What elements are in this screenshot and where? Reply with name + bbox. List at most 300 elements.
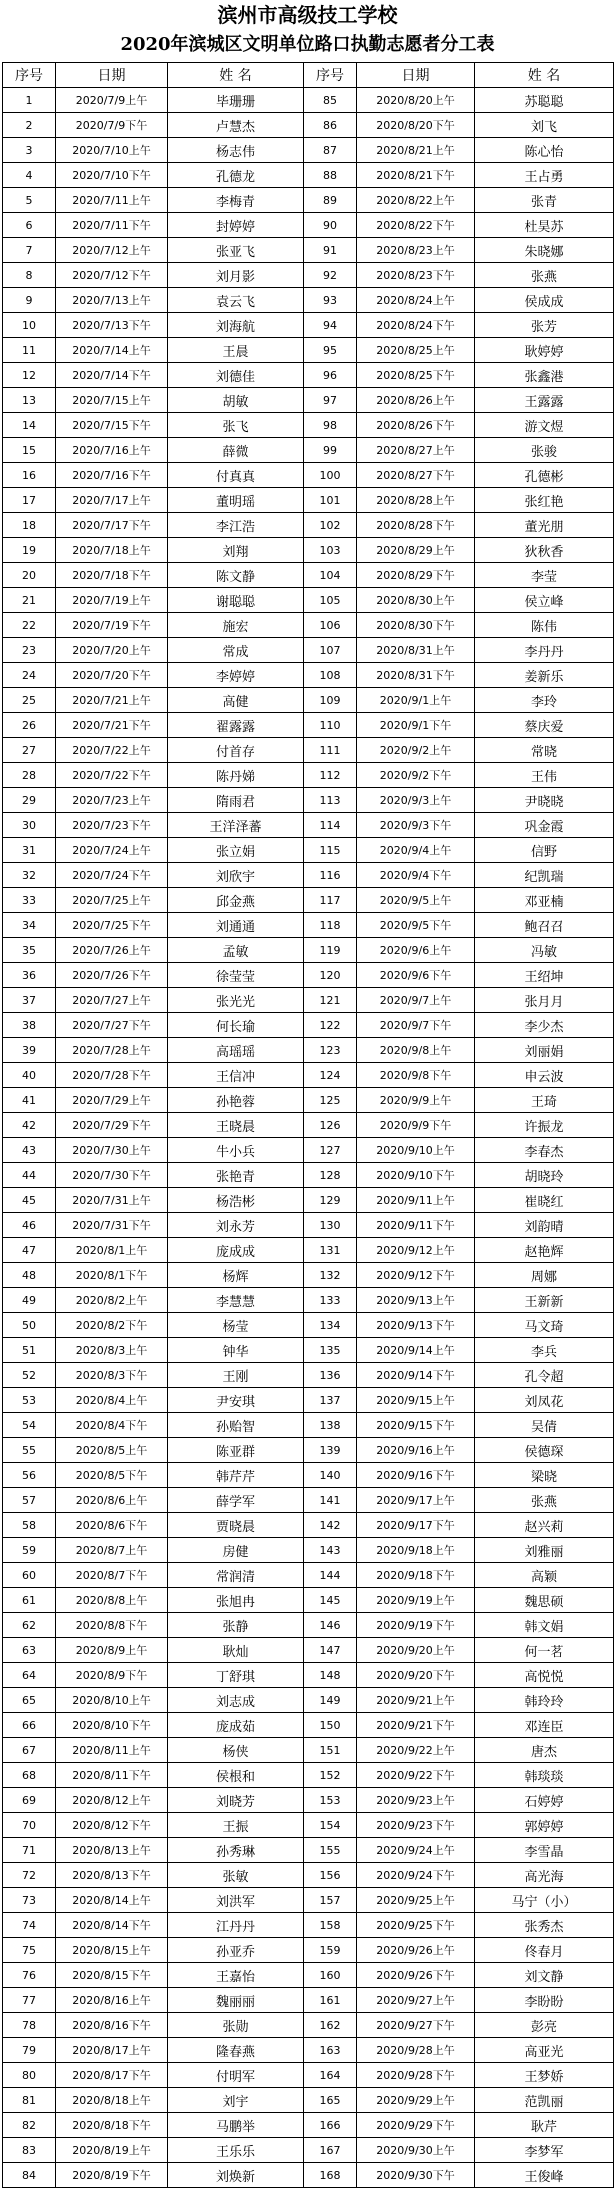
row-number: 33: [3, 888, 56, 913]
volunteer-name: 刘凤花: [475, 1388, 614, 1413]
duty-date: 2020/9/12下午: [357, 1263, 475, 1288]
row-number: 164: [304, 2063, 357, 2088]
table-row: [3, 813, 614, 838]
table-row: [3, 688, 614, 713]
volunteer-name: 李慧慧: [168, 1288, 304, 1313]
row-number: 104: [304, 563, 357, 588]
row-number: 55: [3, 1438, 56, 1463]
row-number: 100: [304, 463, 357, 488]
duty-date: 2020/9/20上午: [357, 1638, 475, 1663]
row-number: 112: [304, 763, 357, 788]
row-number: 126: [304, 1113, 357, 1138]
volunteer-name: 王洋泽蕃: [168, 813, 304, 838]
volunteer-name: 王嘉怡: [168, 1963, 304, 1988]
volunteer-name: 王信冲: [168, 1063, 304, 1088]
row-number: 74: [3, 1913, 56, 1938]
row-number: 75: [3, 1938, 56, 1963]
volunteer-name: 房健: [168, 1538, 304, 1563]
row-number: 149: [304, 1688, 357, 1713]
row-number: 168: [304, 2163, 357, 2188]
table-row: [3, 1138, 614, 1163]
duty-date: 2020/9/13上午: [357, 1288, 475, 1313]
duty-date: 2020/9/30上午: [357, 2138, 475, 2163]
duty-date: 2020/9/14上午: [357, 1338, 475, 1363]
duty-date: 2020/8/21上午: [357, 138, 475, 163]
row-number: 109: [304, 688, 357, 713]
volunteer-name: 魏思硕: [475, 1588, 614, 1613]
table-row: [3, 163, 614, 188]
duty-date: 2020/9/8下午: [357, 1063, 475, 1088]
table-row: [3, 2013, 614, 2038]
volunteer-name: 周娜: [475, 1263, 614, 1288]
volunteer-name: 纪凯瑞: [475, 863, 614, 888]
volunteer-name: 常成: [168, 638, 304, 663]
duty-date: 2020/9/5上午: [357, 888, 475, 913]
duty-date: 2020/7/14下午: [56, 363, 168, 388]
row-number: 43: [3, 1138, 56, 1163]
duty-date: 2020/9/1上午: [357, 688, 475, 713]
row-number: 166: [304, 2113, 357, 2138]
table-row: [3, 838, 614, 863]
volunteer-name: 卢慧杰: [168, 113, 304, 138]
duty-date: 2020/9/6上午: [357, 938, 475, 963]
table-row: [3, 488, 614, 513]
table-row: [3, 2088, 614, 2113]
table-row: [3, 1888, 614, 1913]
volunteer-name: 耿婷婷: [475, 338, 614, 363]
duty-date: 2020/8/30下午: [357, 613, 475, 638]
volunteer-name: 刘月影: [168, 263, 304, 288]
table-row: [3, 588, 614, 613]
duty-date: 2020/9/25下午: [357, 1913, 475, 1938]
row-number: 22: [3, 613, 56, 638]
header-date-right: 日期: [357, 63, 475, 88]
table-row: [3, 2038, 614, 2063]
volunteer-name: 毕珊珊: [168, 88, 304, 113]
duty-date: 2020/8/4下午: [56, 1413, 168, 1438]
duty-date: 2020/7/12上午: [56, 238, 168, 263]
table-row: [3, 88, 614, 113]
duty-date: 2020/8/31上午: [357, 638, 475, 663]
row-number: 87: [304, 138, 357, 163]
row-number: 73: [3, 1888, 56, 1913]
table-row: [3, 1213, 614, 1238]
duty-date: 2020/8/3下午: [56, 1363, 168, 1388]
duty-date: 2020/9/22上午: [357, 1738, 475, 1763]
row-number: 128: [304, 1163, 357, 1188]
row-number: 61: [3, 1588, 56, 1613]
volunteer-name: 刘洪军: [168, 1888, 304, 1913]
duty-date: 2020/7/20下午: [56, 663, 168, 688]
table-row: [3, 738, 614, 763]
volunteer-name: 谢聪聪: [168, 588, 304, 613]
table-row: [3, 463, 614, 488]
duty-date: 2020/8/28上午: [357, 488, 475, 513]
row-number: 157: [304, 1888, 357, 1913]
table-row: [3, 938, 614, 963]
row-number: 150: [304, 1713, 357, 1738]
volunteer-name: 张旭冉: [168, 1588, 304, 1613]
row-number: 66: [3, 1713, 56, 1738]
volunteer-name: 王梦娇: [475, 2063, 614, 2088]
row-number: 115: [304, 838, 357, 863]
volunteer-name: 杨莹: [168, 1313, 304, 1338]
volunteer-name: 王伟: [475, 763, 614, 788]
table-row: [3, 2063, 614, 2088]
row-number: 21: [3, 588, 56, 613]
table-row: [3, 788, 614, 813]
row-number: 156: [304, 1863, 357, 1888]
duty-date: 2020/9/1下午: [357, 713, 475, 738]
row-number: 39: [3, 1038, 56, 1063]
duty-date: 2020/9/21下午: [357, 1713, 475, 1738]
row-number: 45: [3, 1188, 56, 1213]
row-number: 81: [3, 2088, 56, 2113]
volunteer-name: 王绍坤: [475, 963, 614, 988]
duty-date: 2020/9/26下午: [357, 1963, 475, 1988]
volunteer-name: 李莹: [475, 563, 614, 588]
volunteer-name: 李兵: [475, 1338, 614, 1363]
row-number: 148: [304, 1663, 357, 1688]
volunteer-name: 牛小兵: [168, 1138, 304, 1163]
row-number: 46: [3, 1213, 56, 1238]
row-number: 15: [3, 438, 56, 463]
row-number: 152: [304, 1763, 357, 1788]
duty-date: 2020/8/8上午: [56, 1588, 168, 1613]
duty-date: 2020/7/29上午: [56, 1088, 168, 1113]
volunteer-name: 韩芹芹: [168, 1463, 304, 1488]
volunteer-name: 游文煜: [475, 413, 614, 438]
row-number: 10: [3, 313, 56, 338]
table-row: [3, 713, 614, 738]
duty-date: 2020/7/21上午: [56, 688, 168, 713]
table-row: [3, 1013, 614, 1038]
volunteer-name: 郭婷婷: [475, 1813, 614, 1838]
volunteer-name: 张芳: [475, 313, 614, 338]
duty-date: 2020/7/25下午: [56, 913, 168, 938]
volunteer-name: 庞成成: [168, 1238, 304, 1263]
row-number: 41: [3, 1088, 56, 1113]
duty-date: 2020/9/2下午: [357, 763, 475, 788]
row-number: 133: [304, 1288, 357, 1313]
table-row: [3, 1163, 614, 1188]
row-number: 78: [3, 2013, 56, 2038]
table-row: [3, 1288, 614, 1313]
row-number: 102: [304, 513, 357, 538]
volunteer-name: 侯成成: [475, 288, 614, 313]
volunteer-name: 刘焕新: [168, 2163, 304, 2188]
row-number: 122: [304, 1013, 357, 1038]
duty-date: 2020/8/13上午: [56, 1838, 168, 1863]
row-number: 16: [3, 463, 56, 488]
duty-date: 2020/8/9下午: [56, 1663, 168, 1688]
table-row: [3, 1488, 614, 1513]
volunteer-name: 丁舒琪: [168, 1663, 304, 1688]
duty-date: 2020/8/25下午: [357, 363, 475, 388]
row-number: 6: [3, 213, 56, 238]
volunteer-name: 孙艳蓉: [168, 1088, 304, 1113]
row-number: 99: [304, 438, 357, 463]
duty-date: 2020/8/26上午: [357, 388, 475, 413]
row-number: 154: [304, 1813, 357, 1838]
row-number: 59: [3, 1538, 56, 1563]
row-number: 50: [3, 1313, 56, 1338]
table-row: [3, 1663, 614, 1688]
volunteer-name: 刘海航: [168, 313, 304, 338]
row-number: 25: [3, 688, 56, 713]
row-number: 160: [304, 1963, 357, 1988]
table-row: [3, 1063, 614, 1088]
row-number: 1: [3, 88, 56, 113]
row-number: 53: [3, 1388, 56, 1413]
volunteer-name: 张鑫港: [475, 363, 614, 388]
row-number: 124: [304, 1063, 357, 1088]
row-number: 60: [3, 1563, 56, 1588]
duty-date: 2020/8/19下午: [56, 2163, 168, 2188]
duty-date: 2020/8/22上午: [357, 188, 475, 213]
table-row: [3, 563, 614, 588]
duty-date: 2020/7/10上午: [56, 138, 168, 163]
duty-date: 2020/8/27下午: [357, 463, 475, 488]
volunteer-name: 刘志成: [168, 1688, 304, 1713]
row-number: 79: [3, 2038, 56, 2063]
duty-date: 2020/8/5上午: [56, 1438, 168, 1463]
duty-date: 2020/9/5下午: [357, 913, 475, 938]
volunteer-name: 孔德彬: [475, 463, 614, 488]
duty-date: 2020/8/10下午: [56, 1713, 168, 1738]
volunteer-name: 杨浩彬: [168, 1188, 304, 1213]
duty-date: 2020/8/16下午: [56, 2013, 168, 2038]
volunteer-name: 赵兴莉: [475, 1513, 614, 1538]
header-name-right: 姓 名: [475, 63, 614, 88]
row-number: 117: [304, 888, 357, 913]
row-number: 151: [304, 1738, 357, 1763]
row-number: 116: [304, 863, 357, 888]
table-row: [3, 1763, 614, 1788]
volunteer-name: 张艳青: [168, 1163, 304, 1188]
row-number: 119: [304, 938, 357, 963]
volunteer-name: 杨志伟: [168, 138, 304, 163]
row-number: 13: [3, 388, 56, 413]
duty-date: 2020/9/6下午: [357, 963, 475, 988]
volunteer-name: 耿芹: [475, 2113, 614, 2138]
duty-date: 2020/8/6上午: [56, 1488, 168, 1513]
volunteer-name: 王晓晨: [168, 1113, 304, 1138]
row-number: 118: [304, 913, 357, 938]
volunteer-name: 李婷婷: [168, 663, 304, 688]
volunteer-name: 高颖: [475, 1563, 614, 1588]
volunteer-name: 薛学军: [168, 1488, 304, 1513]
volunteer-name: 侯根和: [168, 1763, 304, 1788]
volunteer-name: 孟敏: [168, 938, 304, 963]
volunteer-name: 李江浩: [168, 513, 304, 538]
duty-date: 2020/9/4下午: [357, 863, 475, 888]
table-row: [3, 513, 614, 538]
volunteer-name: 徐莹莹: [168, 963, 304, 988]
volunteer-name: 邓亚楠: [475, 888, 614, 913]
volunteer-name: 李盼盼: [475, 1988, 614, 2013]
duty-date: 2020/8/23上午: [357, 238, 475, 263]
volunteer-name: 刘欣宇: [168, 863, 304, 888]
duty-date: 2020/8/17下午: [56, 2063, 168, 2088]
table-row: [3, 1688, 614, 1713]
row-number: 57: [3, 1488, 56, 1513]
table-row: [3, 888, 614, 913]
header-date-left: 日期: [56, 63, 168, 88]
volunteer-name: 常润清: [168, 1563, 304, 1588]
duty-date: 2020/7/11上午: [56, 188, 168, 213]
volunteer-name: 信野: [475, 838, 614, 863]
volunteer-name: 陈心怡: [475, 138, 614, 163]
volunteer-name: 苏聪聪: [475, 88, 614, 113]
volunteer-name: 唐杰: [475, 1738, 614, 1763]
volunteer-name: 张静: [168, 1613, 304, 1638]
volunteer-name: 王琦: [475, 1088, 614, 1113]
volunteer-name: 张秀杰: [475, 1913, 614, 1938]
header-no-right: 序号: [304, 63, 357, 88]
volunteer-name: 李雪晶: [475, 1838, 614, 1863]
row-number: 86: [304, 113, 357, 138]
volunteer-name: 孙贻智: [168, 1413, 304, 1438]
volunteer-name: 隋雨君: [168, 788, 304, 813]
duty-date: 2020/9/19上午: [357, 1588, 475, 1613]
duty-date: 2020/8/7上午: [56, 1538, 168, 1563]
volunteer-name: 何长瑜: [168, 1013, 304, 1038]
table-row: [3, 1988, 614, 2013]
duty-date: 2020/7/19下午: [56, 613, 168, 638]
table-row: [3, 1738, 614, 1763]
volunteer-name: 陈文静: [168, 563, 304, 588]
volunteer-name: 翟露露: [168, 713, 304, 738]
duty-date: 2020/9/2上午: [357, 738, 475, 763]
row-number: 24: [3, 663, 56, 688]
school-title: 滨州市高级技工学校: [217, 3, 398, 27]
volunteer-name: 常晓: [475, 738, 614, 763]
duty-date: 2020/9/18上午: [357, 1538, 475, 1563]
duty-date: 2020/7/23上午: [56, 788, 168, 813]
row-number: 49: [3, 1288, 56, 1313]
volunteer-name: 许振龙: [475, 1113, 614, 1138]
row-number: 34: [3, 913, 56, 938]
row-number: 83: [3, 2138, 56, 2163]
duty-date: 2020/7/9上午: [56, 88, 168, 113]
volunteer-name: 佟春月: [475, 1938, 614, 1963]
row-number: 70: [3, 1813, 56, 1838]
row-number: 67: [3, 1738, 56, 1763]
duty-date: 2020/9/7上午: [357, 988, 475, 1013]
volunteer-name: 冯敏: [475, 938, 614, 963]
row-number: 114: [304, 813, 357, 838]
row-number: 84: [3, 2163, 56, 2188]
duty-date: 2020/7/9下午: [56, 113, 168, 138]
volunteer-name: 高健: [168, 688, 304, 713]
table-row: [3, 1538, 614, 1563]
volunteer-name: 巩金霞: [475, 813, 614, 838]
row-number: 51: [3, 1338, 56, 1363]
volunteer-name: 李梦军: [475, 2138, 614, 2163]
row-number: 163: [304, 2038, 357, 2063]
volunteer-name: 李玲: [475, 688, 614, 713]
duty-date: 2020/8/17上午: [56, 2038, 168, 2063]
duty-date: 2020/7/31上午: [56, 1188, 168, 1213]
volunteer-name: 李梅青: [168, 188, 304, 213]
row-number: 105: [304, 588, 357, 613]
row-number: 155: [304, 1838, 357, 1863]
table-row: [3, 1388, 614, 1413]
duty-date: 2020/7/19上午: [56, 588, 168, 613]
duty-date: 2020/7/14上午: [56, 338, 168, 363]
row-number: 62: [3, 1613, 56, 1638]
row-number: 56: [3, 1463, 56, 1488]
duty-date: 2020/7/24上午: [56, 838, 168, 863]
duty-date: 2020/8/20下午: [357, 113, 475, 138]
duty-date: 2020/9/23下午: [357, 1813, 475, 1838]
volunteer-name: 马宁（小）: [475, 1888, 614, 1913]
duty-date: 2020/9/14下午: [357, 1363, 475, 1388]
volunteer-name: 王露露: [475, 388, 614, 413]
table-body: [3, 88, 614, 2188]
duty-date: 2020/7/25上午: [56, 888, 168, 913]
duty-date: 2020/7/28下午: [56, 1063, 168, 1088]
volunteer-name: 吴倩: [475, 1413, 614, 1438]
row-number: 47: [3, 1238, 56, 1263]
duty-date: 2020/9/3下午: [357, 813, 475, 838]
volunteer-name: 狄秋香: [475, 538, 614, 563]
volunteer-name: 张骏: [475, 438, 614, 463]
volunteer-name: 蔡庆爱: [475, 713, 614, 738]
duty-date: 2020/9/30下午: [357, 2163, 475, 2188]
duty-date: 2020/8/1上午: [56, 1238, 168, 1263]
row-number: 3: [3, 138, 56, 163]
table-row: [3, 263, 614, 288]
table-row: [3, 1438, 614, 1463]
row-number: 153: [304, 1788, 357, 1813]
row-number: 97: [304, 388, 357, 413]
row-number: 76: [3, 1963, 56, 1988]
duty-date: 2020/8/11下午: [56, 1763, 168, 1788]
duty-date: 2020/8/23下午: [357, 263, 475, 288]
row-number: 101: [304, 488, 357, 513]
table-row: [3, 1413, 614, 1438]
table-row: [3, 1463, 614, 1488]
duty-date: 2020/9/27上午: [357, 1988, 475, 2013]
duty-date: 2020/7/15下午: [56, 413, 168, 438]
duty-date: 2020/9/17下午: [357, 1513, 475, 1538]
table-row: [3, 1038, 614, 1063]
row-number: 9: [3, 288, 56, 313]
volunteer-name: 杨侠: [168, 1738, 304, 1763]
row-number: 135: [304, 1338, 357, 1363]
duty-date: 2020/8/6下午: [56, 1513, 168, 1538]
volunteer-name: 刘通通: [168, 913, 304, 938]
duty-date: 2020/8/22下午: [357, 213, 475, 238]
volunteer-name: 张立娟: [168, 838, 304, 863]
duty-date: 2020/7/21下午: [56, 713, 168, 738]
duty-date: 2020/8/31下午: [357, 663, 475, 688]
volunteer-name: 马鹏举: [168, 2113, 304, 2138]
row-number: 96: [304, 363, 357, 388]
row-number: 110: [304, 713, 357, 738]
volunteer-name: 胡晓玲: [475, 1163, 614, 1188]
row-number: 54: [3, 1413, 56, 1438]
table-row: [3, 2113, 614, 2138]
table-row: [3, 1963, 614, 1988]
row-number: 165: [304, 2088, 357, 2113]
duty-date: 2020/7/15上午: [56, 388, 168, 413]
row-number: 7: [3, 238, 56, 263]
duty-date: 2020/9/12上午: [357, 1238, 475, 1263]
duty-date: 2020/9/24下午: [357, 1863, 475, 1888]
